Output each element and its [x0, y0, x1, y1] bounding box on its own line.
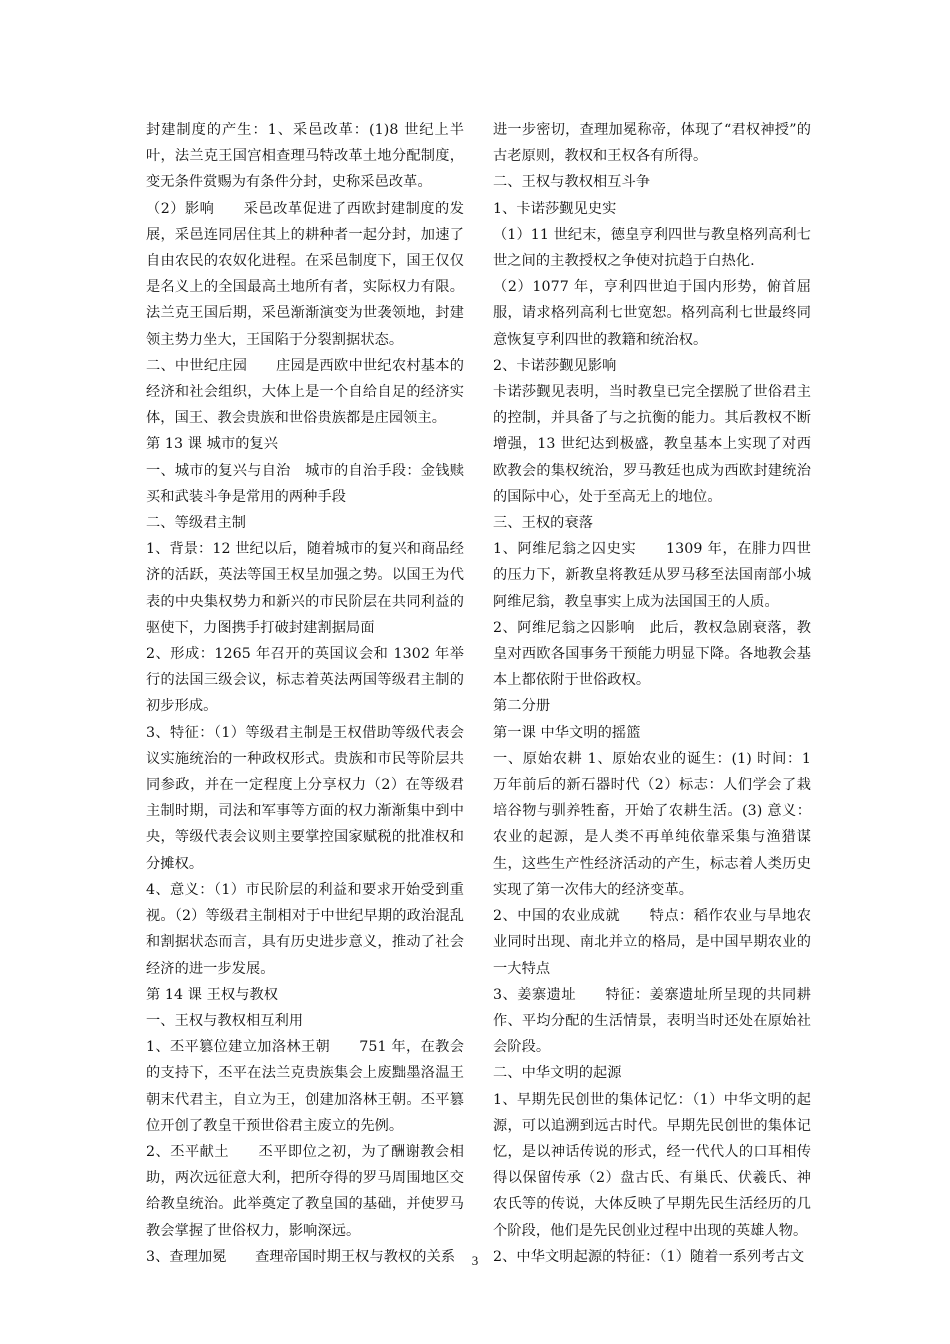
paragraph: 4、意义：（1）市民阶层的利益和要求开始受到重视。（2）等级君主制相对于中世纪早期的政治混乱和割据状态而言，具有历史进步意义，推动了社会经济的进一步发展。 [146, 881, 464, 977]
paragraph: 封建制度的产生：1、采邑改革：(1)8 世纪上半叶，法兰克王国宫相查理马特改革土地分配制度，变无条件赏赐为有条件分封，史称采邑改革。 [146, 122, 464, 191]
paragraph: 1、丕平篡位建立加洛林王朝 751 年，在教会的支持下，丕平在法兰克贵族集会上废黜墨洛温王朝末代君主，自立为王，创建加洛林王朝。丕平篡位开创了教皇干预世俗君主废立的先例。 [146, 1039, 464, 1134]
lesson-heading: 第 14 课 王权与教权 [146, 986, 279, 1003]
paragraph: 2、丕平献土 丕平即位之初，为了酬谢教会相助，两次远征意大利，把所夺得的罗马周围地区交给教皇统治。此举奠定了教皇国的基础，并使罗马教会掌握了世俗权力，影响深远。 [146, 1143, 464, 1239]
paragraph: 2、阿维尼翁之囚影响 此后，教权急剧衰落，教皇对西欧各国事务干预能力明显下降。各地教会基本上都依附于世俗政权。 [493, 619, 811, 689]
paragraph: 2、中国的农业成就 特点：稻作农业与旱地农业同时出现、南北并立的格局，是中国早期农业的一大特点 [493, 908, 811, 977]
paragraph: 3、查理加冕 查理帝国时期王权与教权的关系 [146, 1248, 456, 1265]
section-heading: 二、等级君主制 [146, 515, 247, 532]
paragraph: （2）1077 年，亨利四世迫于国内形势，俯首屈服，请求格列高利七世宽恕。格列高利七世最终同意恢复亨利四世的教籍和统治权。 [493, 279, 811, 348]
lesson-heading: 第一课 中华文明的摇篮 [493, 724, 641, 741]
paragraph: 3、特征：（1）等级君主制是王权借助等级代表会议实施统治的一种政权形式。贵族和市民等阶层共同参政，并在一定程度上分享权力（2）在等级君主制时期，司法和军事等方面的权力渐渐集中到中央，等级代表会议则主要掌控国家赋税的批准权和分摊权。 [146, 724, 464, 872]
paragraph: 二、中世纪庄园 庄园是西欧中世纪农村基本的经济和社会组织，大体上是一个自给自足的经济实体，国王、教会贵族和世俗贵族都是庄园领主。 [146, 357, 464, 427]
paragraph: 1、阿维尼翁之囚史实 1309 年，在腓力四世的压力下，新教皇将教廷从罗马移至法国南部小城阿维尼翁，教皇事实上成为法国国王的人质。 [493, 541, 811, 610]
section-heading: 二、中华文明的起源 [493, 1065, 622, 1082]
paragraph: 2、中华文明起源的特征：（1）随着一系列考古文 [493, 1248, 805, 1265]
paragraph: （1）11 世纪末，德皇亨利四世与教皇格列高利七世之间的主教授权之争使对抗趋于白热化. [493, 226, 811, 270]
paragraph: 3、姜寨遗址 特征：姜寨遗址所呈现的共同耕作、平均分配的生活情景，表明当时还处在原始社会阶段。 [493, 986, 811, 1056]
paragraph: 1、早期先民创世的集体记忆：（1）中华文明的起源，可以追溯到远古时代。早期先民创世的集体记忆，是以神话传说的形式，经一代代人的口耳相传得以保留传承（2）盘古氏、有巢氏、伏羲氏、神农氏等的传说，大体反映了早期先民生活经历的几个阶段，他们是先民创业过程中出现的英雄人物。 [493, 1091, 811, 1239]
page-number: 3 [471, 1253, 479, 1268]
paragraph: 2、形成：1265 年召开的英国议会和 1302 年举行的法国三级会议，标志着英法两国等级君主制的初步形成。 [146, 646, 464, 715]
lesson-heading: 第 13 课 城市的复兴 [146, 436, 279, 453]
paragraph: （2）影响 采邑改革促进了西欧封建制度的发展，采邑连同居住其上的耕种者一起分封，加速了自由农民的农奴化进程。在采邑制度下，国王仅仅是名义上的全国最高土地所有者，实际权力有限。法兰克王国后期，采邑渐渐演变为世袭领地，封建领主势力坐大，王国陷于分裂割据状态。 [146, 200, 464, 348]
left-column [146, 117, 464, 1270]
paragraph: 1、背景：12 世纪以后，随着城市的复兴和商品经济的活跃，英法等国王权呈加强之势。以国王为代表的中央集权势力和新兴的市民阶层在共同利益的驱使下，力图携手打破封建割据局面 [146, 541, 464, 636]
section-heading: 一、王权与教权相互利用 [146, 1012, 304, 1029]
subsection-heading: 2、卡诺莎觐见影响 [493, 357, 617, 374]
paragraph: 卡诺莎觐见表明，当时教皇已完全摆脱了世俗君主的控制，并具备了与之抗衡的能力。其后教权不断增强，13 世纪达到极盛，教皇基本上实现了对西欧教会的集权统治，罗马教廷也成为西欧封建统治的国际中心，处于至高无上的地位。 [493, 384, 811, 505]
right-column [493, 117, 811, 1270]
paragraph: 一、城市的复兴与自治 城市的自治手段：金钱赎买和武装斗争是常用的两种手段 [146, 462, 464, 505]
paragraph: 一、原始农耕 1、原始农业的诞生：(1) 时间：1万年前后的新石器时代（2）标志：人们学会了栽培谷物与驯养牲畜，开始了农耕生活。(3) 意义：农业的起源，是人类不再单纯依靠采集与渔猎谋生，这些生产性经济活动的产生，标志着人类历史实现了第一次伟大的经济变革。 [493, 750, 811, 898]
subsection-heading: 1、卡诺莎觐见史实 [493, 200, 617, 217]
section-heading: 二、王权与教权相互斗争 [493, 174, 651, 191]
section-heading: 三、王权的衰落 [493, 515, 594, 532]
volume-heading: 第二分册 [493, 698, 551, 715]
paragraph: 进一步密切，查理加冕称帝，体现了“君权神授”的古老原则，教权和王权各有所得。 [493, 122, 811, 165]
